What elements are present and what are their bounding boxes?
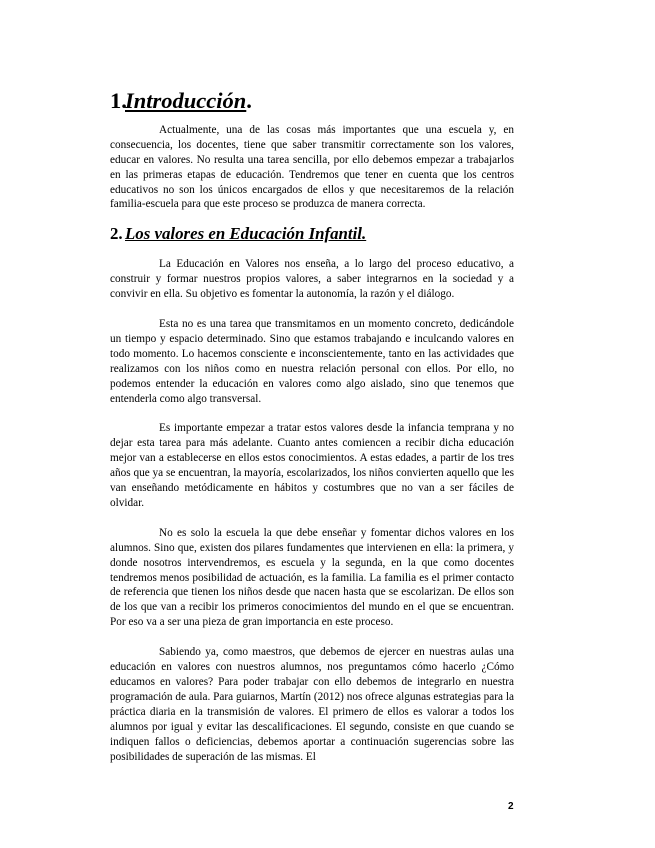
page-number: 2 (508, 801, 514, 812)
paragraph: Esta no es una tarea que transmitamos en un momento concreto, dedicándole un tiempo y espacio determinado. Sino que estamos trabajando e inculcando valores en todo momento. Lo hacemos consciente e inconscientemente, tanto en las actividades que realizamos con los niños como en nuestra relación personal con ellos. Por ello, no podemos entender la educación en valores como algo aislado, sino que tenemos que entenderla como algo transversal. (110, 317, 514, 405)
section-heading-valores (110, 224, 514, 244)
paragraph: Actualmente, una de las cosas más importantes que una escuela y, en consecuencia, los docentes, tiene que saber transmitir correctamente son los valores, educar en valores. No resulta una tarea sencilla, por ello debemos empezar a trabajarlos en las primeras etapas de educación. Tendremos que tener en cuenta que los centros educativos no son los únicos encargados de ellos y que necesitaremos de la relación familia-escuela para que este proceso se produzca de manera correcta. (110, 123, 514, 211)
paragraph: Sabiendo ya, como maestros, que debemos de ejercer en nuestras aulas una educación en valores con nuestros alumnos, nos preguntamos cómo hacerlo ¿Cómo educamos en valores? Para poder trabajar con ello debemos de integrarlo en nuestra programación de aula. Para guiarnos, Martín (2012) nos ofrece algunas estrategias para la práctica diaria en la transmisión de valores. El primero de ellos es valorar a todos los alumnos por igual y evitar las descalificaciones. El segundo, consiste en que cuando se indiquen fallos o deficiencias, debemos aportar a continuación sugerencias sobre las posibilidades de superación de las mismas. El (110, 646, 514, 763)
paragraph: La Educación en Valores nos enseña, a lo largo del proceso educativo, a construir y formar nuestros propios valores, a saber integrarnos en la sociedad y a convivir en ella. Su objetivo es fomentar la autonomía, la razón y el diálogo. (110, 258, 514, 301)
section-number: 1. (110, 88, 127, 113)
section-title: Introducción (125, 88, 247, 113)
page-content (110, 88, 514, 779)
section-title-trailing: . (246, 88, 252, 113)
paragraph: Es importante empezar a tratar estos valores desde la infancia temprana y no dejar esta tarea para más adelante. Cuanto antes comiencen a recibir dicha educación mejor van a establecerse en ellos estos conocimientos. A estas edades, a partir de los tres años que ya se encuentran, la mayoría, escolarizados, los niños convierten aquello que les van enseñando metódicamente en hábitos y costumbres que no van a ser fáciles de olvidar. (110, 422, 514, 509)
section-title: Los valores en Educación Infantil. (125, 224, 367, 244)
section-heading-introduccion (110, 88, 514, 113)
section-number: 2. (110, 224, 123, 244)
paragraph: No es solo la escuela la que debe enseñar y fomentar dichos valores en los alumnos. Sino que, existen dos pilares fundamentes que intervienen en ella: la primera, y donde nosotros intervendremos, es escuela y la segunda, en la que como docentes tendremos menos posibilidad de actuación, es la familia. La familia es el primer contacto de referencia que tienen los niños desde que nacen hasta que se escolarizan. De ellos son de los que van a recibir los primeros conocimientos del mundo en el que se encuentran. Por eso va a ser una pieza de gran importancia en este proceso. (110, 526, 514, 629)
